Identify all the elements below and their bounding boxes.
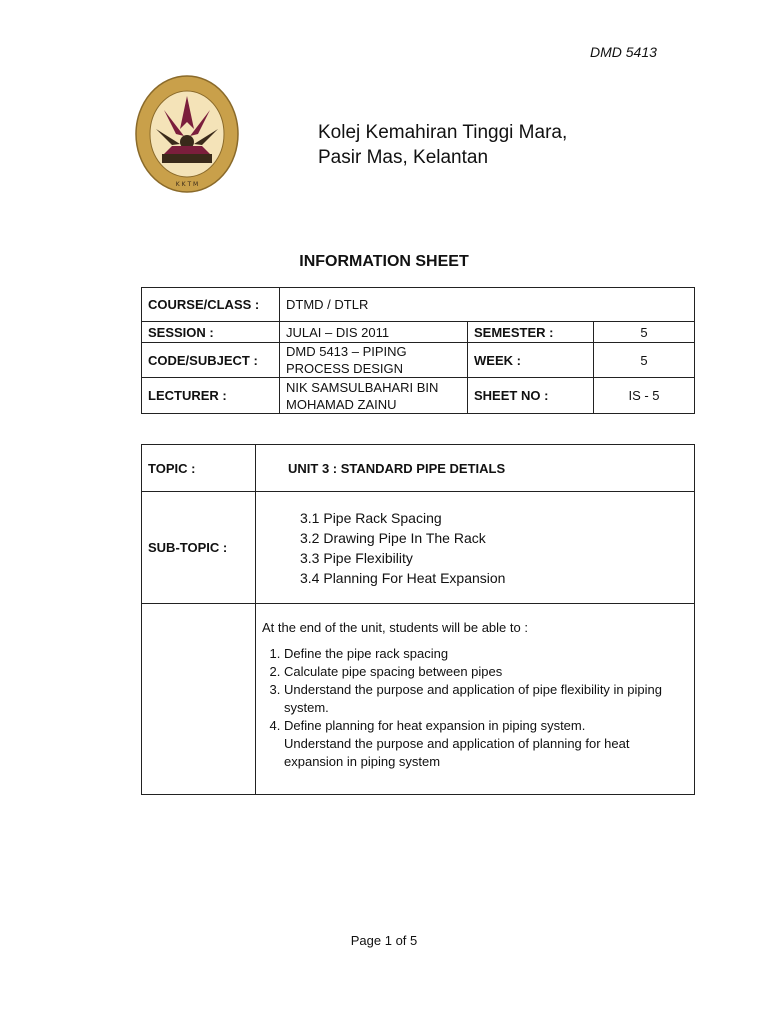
course-row bbox=[142, 288, 695, 322]
college-logo bbox=[134, 74, 240, 194]
document-code: DMD 5413 bbox=[590, 44, 657, 60]
lecturer-label: LECTURER : bbox=[142, 378, 280, 414]
code-value-line-2: PROCESS DESIGN bbox=[286, 361, 404, 376]
topic-table bbox=[141, 444, 695, 795]
semester-value: 5 bbox=[594, 322, 695, 343]
lecturer-value bbox=[280, 378, 468, 414]
week-value: 5 bbox=[594, 343, 695, 378]
subtopic-item: 3.2 Drawing Pipe In The Rack bbox=[300, 529, 486, 546]
subtopic-row bbox=[142, 492, 695, 604]
code-row bbox=[142, 343, 695, 378]
session-label: SESSION : bbox=[142, 322, 280, 343]
course-label: COURSE/CLASS : bbox=[142, 288, 280, 322]
subtopic-label: SUB-TOPIC : bbox=[142, 492, 256, 604]
subtopic-item: 3.4 Planning For Heat Expansion bbox=[300, 569, 506, 586]
session-value: JULAI – DIS 2011 bbox=[280, 322, 468, 343]
topic-row bbox=[142, 445, 695, 492]
sheet-no-label: SHEET NO : bbox=[468, 378, 594, 414]
page-number: Page 1 of 5 bbox=[350, 933, 418, 948]
subtopic-list bbox=[262, 508, 688, 588]
code-label: CODE/SUBJECT : bbox=[142, 343, 280, 378]
course-value: DTMD / DTLR bbox=[280, 288, 695, 322]
objective-item: 4. Define planning for heat expansion in piping system. bbox=[284, 717, 688, 735]
info-table bbox=[141, 287, 695, 414]
sheet-title: INFORMATION SHEET bbox=[299, 253, 469, 270]
lecturer-row bbox=[142, 378, 695, 414]
objective-item: 2. Calculate pipe spacing between pipes bbox=[284, 663, 688, 681]
objectives-list bbox=[262, 645, 688, 735]
week-label: WEEK : bbox=[468, 343, 594, 378]
lecturer-value-line-1: NIK SAMSULBAHARI BIN bbox=[286, 379, 439, 395]
objectives-row bbox=[142, 604, 695, 795]
objective-extra: Understand the purpose and application of planning for heat expansion in piping system bbox=[284, 736, 630, 769]
subtopic-item: 3.3 Pipe Flexibility bbox=[300, 549, 413, 566]
institution-line-2: Pasir Mas, Kelantan bbox=[318, 147, 489, 168]
institution-line-1: Kolej Kemahiran Tinggi Mara, bbox=[318, 122, 568, 143]
topic-label: TOPIC : bbox=[142, 445, 256, 492]
objective-item: 1. Define the pipe rack spacing bbox=[284, 645, 688, 663]
subtopic-item: 3.1 Pipe Rack Spacing bbox=[300, 509, 442, 526]
institution-name bbox=[318, 120, 567, 170]
objectives-label-cell bbox=[142, 604, 256, 795]
objective-item: 3. Understand the purpose and application of pipe flexibility in piping system. bbox=[284, 681, 688, 717]
session-row bbox=[142, 322, 695, 343]
code-value bbox=[280, 343, 468, 378]
objectives-cell bbox=[256, 604, 695, 795]
topic-value: UNIT 3 : STANDARD PIPE DETIALS bbox=[256, 445, 695, 492]
lecturer-value-line-2: MOHAMAD ZAINU bbox=[286, 396, 397, 412]
sheet-no-value: IS - 5 bbox=[594, 378, 695, 414]
subtopic-cell bbox=[256, 492, 695, 604]
code-value-line-1: DMD 5413 – PIPING bbox=[286, 344, 407, 359]
objectives-intro: At the end of the unit, students will be able to : bbox=[262, 620, 528, 635]
svg-text:K K T M: K K T M bbox=[175, 181, 199, 188]
semester-label: SEMESTER : bbox=[468, 322, 594, 343]
